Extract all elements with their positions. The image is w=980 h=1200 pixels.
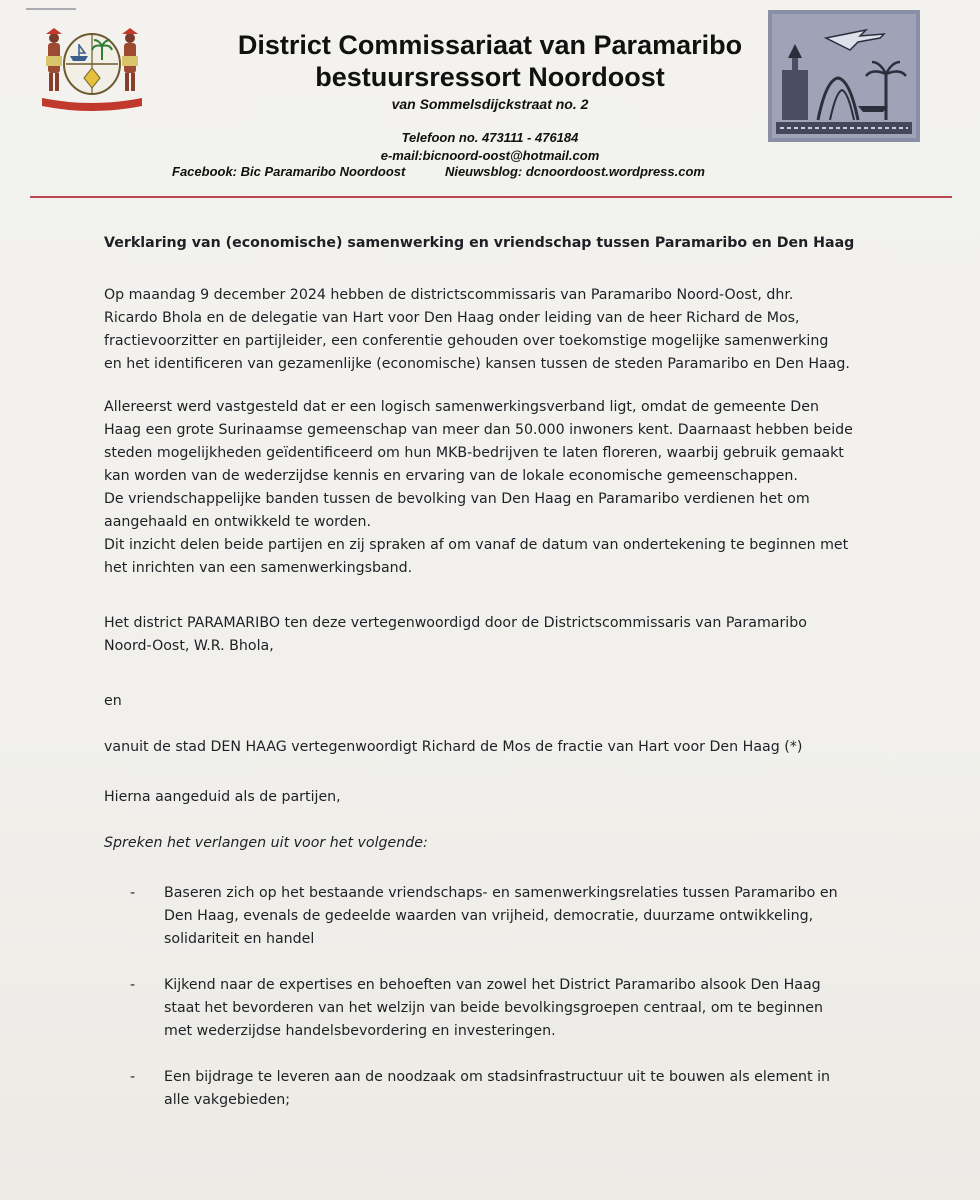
text-line: Kijkend naar de expertises en behoeften van zowel het District Paramaribo alsook Den Haag bbox=[164, 977, 821, 993]
paragraph-parties: Hierna aangeduid als de partijen, bbox=[104, 789, 341, 805]
text-line: Allereerst werd vastgesteld dat er een logisch samenwerkingsverband ligt, omdat de gemeente Den bbox=[104, 399, 819, 415]
bullet-marker: - bbox=[130, 1069, 136, 1085]
paragraph-conference bbox=[104, 284, 894, 376]
text-line: en het identificeren van gezamenlijke (economische) kansen tussen de steden Paramaribo en Den Haag. bbox=[104, 356, 850, 372]
text-line: Den Haag, evenals de gedeelde waarden van vrijheid, democratie, duurzame ontwikkeling, bbox=[164, 908, 814, 924]
facebook-label: Facebook: Bic Paramaribo Noordoost bbox=[172, 164, 406, 179]
list-item bbox=[130, 1066, 910, 1112]
text-line: staat het bevorderen van het welzijn van beide bevolkingsgroepen centraal, om te beginnen bbox=[164, 1000, 824, 1016]
text-line: steden mogelijkheden geïdentificeerd om hun MKB-bedrijven te laten floreren, waarbij gebruik gemaakt bbox=[104, 445, 844, 461]
text-line: Het district PARAMARIBO ten deze vertegenwoordigd door de Districtscommissaris van Paramaribo bbox=[104, 615, 807, 631]
bullet-marker: - bbox=[130, 885, 136, 901]
paragraph-intent: Spreken het verlangen uit voor het volgende: bbox=[104, 835, 428, 851]
letterhead-email: e-mail:bicnoord-oost@hotmail.com bbox=[380, 148, 600, 163]
conjunction-text: en bbox=[104, 693, 122, 709]
letterhead-title: District Commissariaat van Paramaribo bbox=[237, 30, 743, 60]
letterhead-phone: Telefoon no. 473111 - 476184 bbox=[401, 130, 579, 145]
newsblog-label: Nieuwsblog: dcnoordoost.wordpress.com bbox=[444, 164, 705, 179]
text-line: Haag een grote Surinaamse gemeenschap van meer dan 50.000 inwoners kent. Daarnaast hebben beide bbox=[104, 422, 853, 438]
text-line: het inrichten van een samenwerkingsband. bbox=[104, 560, 413, 576]
text-line: Een bijdrage te leveren aan de noodzaak om stadsinfrastructuur uit te bouwen als element in bbox=[164, 1069, 831, 1085]
text-line: alle vakgebieden; bbox=[164, 1092, 291, 1108]
list-item bbox=[130, 974, 910, 1043]
paragraph-cooperation bbox=[104, 396, 894, 580]
text-line: fractievoorzitter en partijleider, een conferentie gehouden over toekomstige mogelijke samenwerking bbox=[104, 333, 829, 349]
text-line: solidariteit en handel bbox=[164, 931, 315, 947]
text-line: Ricardo Bhola en de delegatie van Hart voor Den Haag onder leiding van de heer Richard de Mos, bbox=[104, 310, 800, 326]
text-line: kan worden van de wederzijdse kennis en ervaring van de lokale economische gemeenschappen. bbox=[104, 468, 798, 484]
letterhead-subtitle: bestuursressort Noordoost bbox=[315, 62, 665, 92]
text-line: Baseren zich op het bestaande vriendschaps- en samenwerkingsrelaties tussen Paramaribo en bbox=[164, 885, 838, 901]
letterhead-address: van Sommelsdijckstraat no. 2 bbox=[391, 96, 589, 112]
bullet-list bbox=[130, 882, 910, 1135]
bullet-marker: - bbox=[130, 977, 136, 993]
document-title: Verklaring van (economische) samenwerking en vriendschap tussen Paramaribo en Den Haag bbox=[104, 235, 855, 251]
corner-mark bbox=[26, 8, 76, 10]
letterhead-social bbox=[172, 164, 812, 179]
list-item bbox=[130, 882, 910, 951]
paragraph-paramaribo-party bbox=[104, 612, 894, 658]
text-line: Dit inzicht delen beide partijen en zij spraken af om vanaf de datum van ondertekening te beginnen met bbox=[104, 537, 849, 553]
paragraph-den-haag-party: vanuit de stad DEN HAAG vertegenwoordigt Richard de Mos de fractie van Hart voor Den Haag (*) bbox=[104, 739, 803, 755]
text-line: aangehaald en ontwikkeld te worden. bbox=[104, 514, 371, 530]
text-line: met wederzijdse handelsbevordering en investeringen. bbox=[164, 1023, 556, 1039]
letterhead-divider bbox=[30, 196, 952, 198]
text-line: De vriendschappelijke banden tussen de bevolking van Den Haag en Paramaribo verdienen het om bbox=[104, 491, 810, 507]
text-line: Noord-Oost, W.R. Bhola, bbox=[104, 638, 274, 654]
text-line: Op maandag 9 december 2024 hebben de districtscommissaris van Paramaribo Noord-Oost, dhr. bbox=[104, 287, 794, 303]
